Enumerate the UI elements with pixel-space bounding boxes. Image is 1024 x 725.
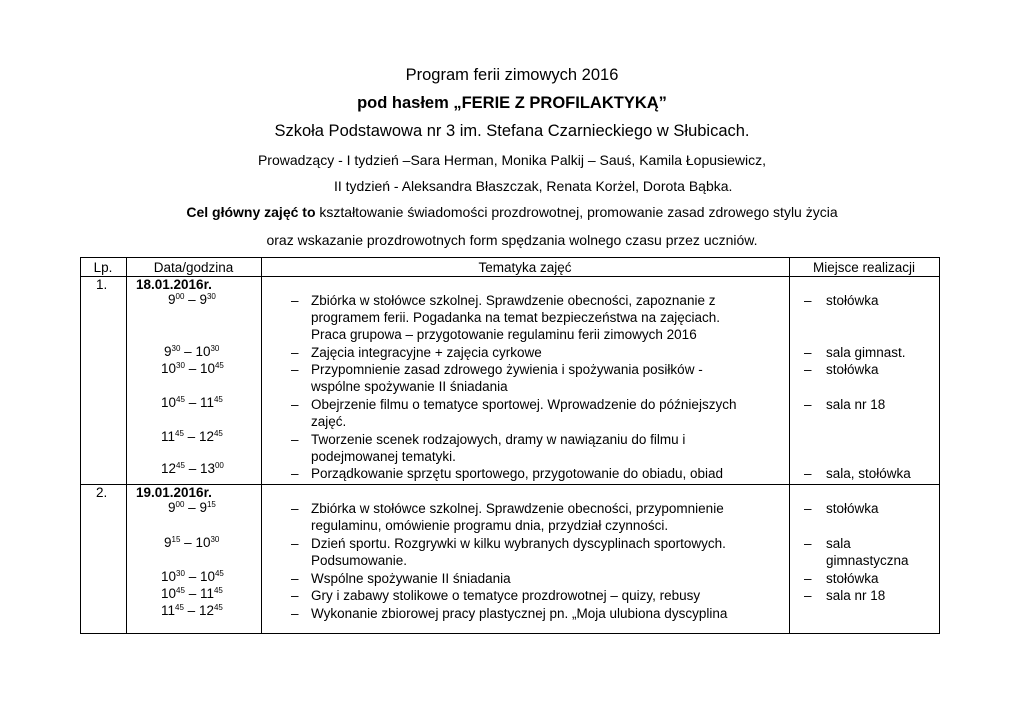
topic-line: programem ferii. Pogadanka na temat bezpieczeństwa na zajęciach. <box>311 310 720 325</box>
bullet-dash: – <box>804 588 812 603</box>
topic-line: Przypomnienie zasad zdrowego żywienia i spożywania posiłków - <box>311 362 703 377</box>
topic-line: Zajęcia integracyjne + zajęcia cyrkowe <box>311 345 542 360</box>
time-end: 9 <box>199 292 207 307</box>
time-start-min: 30 <box>176 569 185 578</box>
time-start-min: 30 <box>176 361 185 370</box>
row-number: 2. <box>96 485 108 500</box>
topic-line: Porządkowanie sprzętu sportowego, przygotowanie do obiadu, obiad <box>311 466 724 481</box>
place-text: sala nr 18 <box>826 588 886 603</box>
place-text: stołówka <box>826 501 879 516</box>
time-slot: $12^{45} - 13^{00}$ <box>161 461 224 476</box>
time-end-min: 00 <box>214 461 224 470</box>
time-end-min: 45 <box>214 569 224 578</box>
document-title: Program ferii zimowych 2016 <box>405 66 619 84</box>
time-end: 11 <box>199 395 214 410</box>
bullet-dash: – <box>291 345 299 360</box>
time-end-min: 45 <box>213 429 223 438</box>
time-end: 10 <box>199 569 215 584</box>
bullet-dash: – <box>804 397 812 412</box>
time-start: 9 <box>164 344 172 359</box>
time-start-min: 45 <box>176 586 185 595</box>
topic-line: Tworzenie scenek rodzajowych, dramy w nawiązaniu do filmu i <box>311 432 686 447</box>
school-name: Szkoła Podstawowa nr 3 im. Stefana Czarnieckiego w Słubicach. <box>274 122 750 140</box>
time-start: 10 <box>161 586 177 601</box>
bullet-dash: – <box>804 501 812 516</box>
col-header-place: Miejsce realizacji <box>812 260 916 275</box>
time-start: 10 <box>161 361 177 376</box>
time-start-min: 45 <box>176 395 185 404</box>
time-slot: $9^{30} - 10^{30}$ <box>164 344 220 359</box>
place-text: stołówka <box>826 362 879 377</box>
leaders-week2: II tydzień - Aleksandra Błaszczak, Renata Korżel, Dorota Bąbka. <box>334 178 733 194</box>
time-start-min: 15 <box>171 535 181 544</box>
row-number: 1. <box>96 277 108 292</box>
goal-line-2: oraz wskazanie prozdrowotnych form spędzania wolnego czasu przez uczniów. <box>266 232 758 248</box>
goal-label: Cel główny zajęć to <box>186 204 316 220</box>
topic-line: Obejrzenie filmu o tematyce sportowej. Wprowadzenie do późniejszych <box>311 397 737 412</box>
col-divider-1 <box>126 257 127 634</box>
bullet-dash: – <box>291 606 299 621</box>
time-slot: $9^{15} - 10^{30}$ <box>164 535 220 550</box>
table-border-top <box>80 257 940 258</box>
time-slot: $9^{00} - 9^{15}$ <box>168 500 216 515</box>
topic-line: Zbiórka w stołówce szkolnej. Sprawdzenie obecności, zapoznanie z <box>311 293 716 308</box>
time-start: 12 <box>161 461 177 476</box>
time-end: 10 <box>199 361 215 376</box>
topic-line: Praca grupowa – przygotowanie regulaminu ferii zimowych 2016 <box>311 327 697 342</box>
table-border-left <box>80 257 81 634</box>
time-start: 10 <box>161 569 177 584</box>
time-end-min: 30 <box>210 535 220 544</box>
col-header-lp: Lp. <box>93 260 113 275</box>
time-end: 12 <box>198 603 214 618</box>
leaders-week1: Prowadzący - I tydzień –Sara Herman, Monika Palkij – Sauś, Kamila Łopusiewicz, <box>257 152 767 168</box>
time-start: 10 <box>161 395 177 410</box>
topic-line: Zbiórka w stołówce szkolnej. Sprawdzenie obecności, przypomnienie <box>311 501 724 516</box>
bullet-dash: – <box>291 432 299 447</box>
topic-line: wspólne spożywanie II śniadania <box>311 379 508 394</box>
time-end-min: 45 <box>213 603 223 612</box>
time-slot: $10^{45} - 11^{45}$ <box>161 586 223 601</box>
topic-line: podejmowanej tematyki. <box>311 449 456 464</box>
place-text: sala, stołówka <box>826 466 911 481</box>
time-start: 11 <box>161 603 176 618</box>
time-slot: $10^{45} - 11^{45}$ <box>161 395 223 410</box>
topic-line: Podsumowanie. <box>311 553 408 568</box>
bullet-dash: – <box>804 466 812 481</box>
bullet-dash: – <box>291 571 299 586</box>
place-text: stołówka <box>826 293 879 308</box>
topic-line: zajęć. <box>311 414 347 429</box>
topic-line: Dzień sportu. Rozgrywki w kilku wybranych dyscyplinach sportowych. <box>311 536 726 551</box>
time-end: 10 <box>195 535 211 550</box>
bullet-dash: – <box>804 536 812 551</box>
time-end: 10 <box>195 344 211 359</box>
goal-text: kształtowanie świadomości prozdrowotnej, promowanie zasad zdrowego stylu życia <box>315 204 838 220</box>
time-end-min: 30 <box>210 344 220 353</box>
col-header-date: Data/godzina <box>153 260 234 275</box>
time-start: 11 <box>161 429 176 444</box>
time-slot: $9^{00} - 9^{30}$ <box>168 292 216 307</box>
time-end: 13 <box>199 461 215 476</box>
bullet-dash: – <box>291 397 299 412</box>
table-border-right <box>939 257 940 634</box>
time-start: 9 <box>168 500 176 515</box>
time-end-min: 30 <box>206 292 216 301</box>
time-start-min: 00 <box>175 292 185 301</box>
place-text: gimnastyczna <box>826 553 909 568</box>
bullet-dash: – <box>291 466 299 481</box>
bullet-dash: – <box>804 362 812 377</box>
time-end-min: 15 <box>206 500 216 509</box>
time-end-min: 45 <box>213 395 223 404</box>
time-end: 11 <box>199 586 214 601</box>
place-text: sala gimnast. <box>826 345 906 360</box>
col-divider-3 <box>789 257 790 634</box>
topic-line: Wspólne spożywanie II śniadania <box>311 571 511 586</box>
time-end-min: 45 <box>214 361 224 370</box>
bullet-dash: – <box>291 293 299 308</box>
time-start-min: 30 <box>171 344 181 353</box>
time-end-min: 45 <box>213 586 223 595</box>
topic-line: regulaminu, omówienie programu dnia, przydział czynności. <box>311 518 669 533</box>
time-slot: $10^{30} - 10^{45}$ <box>161 361 224 376</box>
row-date: 18.01.2016r. <box>136 277 212 292</box>
topic-line: Wykonanie zbiorowej pracy plastycznej pn. „Moja ulubiona dyscyplina <box>311 606 728 621</box>
bullet-dash: – <box>804 293 812 308</box>
time-end: 12 <box>198 429 214 444</box>
row-date: 19.01.2016r. <box>136 485 212 500</box>
place-text: sala nr 18 <box>826 397 886 412</box>
document-subtitle: pod hasłem „FERIE Z PROFILAKTYKĄ” <box>357 94 667 112</box>
bullet-dash: – <box>804 571 812 586</box>
place-text: sala <box>826 536 851 551</box>
time-slot: $11^{45} - 12^{45}$ <box>161 429 223 444</box>
time-start: 9 <box>168 292 176 307</box>
bullet-dash: – <box>291 362 299 377</box>
time-start-min: 00 <box>175 500 185 509</box>
time-start: 9 <box>164 535 172 550</box>
col-header-topic: Tematyka zajęć <box>478 260 572 275</box>
time-slot: $10^{30} - 10^{45}$ <box>161 569 224 584</box>
time-start-min: 45 <box>176 461 185 470</box>
col-divider-2 <box>261 257 262 634</box>
bullet-dash: – <box>291 501 299 516</box>
time-start-min: 45 <box>175 429 184 438</box>
topic-line: Gry i zabawy stolikowe o tematyce prozdrowotnej – quizy, rebusy <box>311 588 701 603</box>
bullet-dash: – <box>291 588 299 603</box>
bullet-dash: – <box>804 345 812 360</box>
time-start-min: 45 <box>175 603 184 612</box>
time-slot: $11^{45} - 12^{45}$ <box>161 603 223 618</box>
time-end: 9 <box>199 500 207 515</box>
place-text: stołówka <box>826 571 879 586</box>
bullet-dash: – <box>291 536 299 551</box>
table-border-bottom <box>80 633 940 634</box>
goal-line <box>0 204 1024 220</box>
